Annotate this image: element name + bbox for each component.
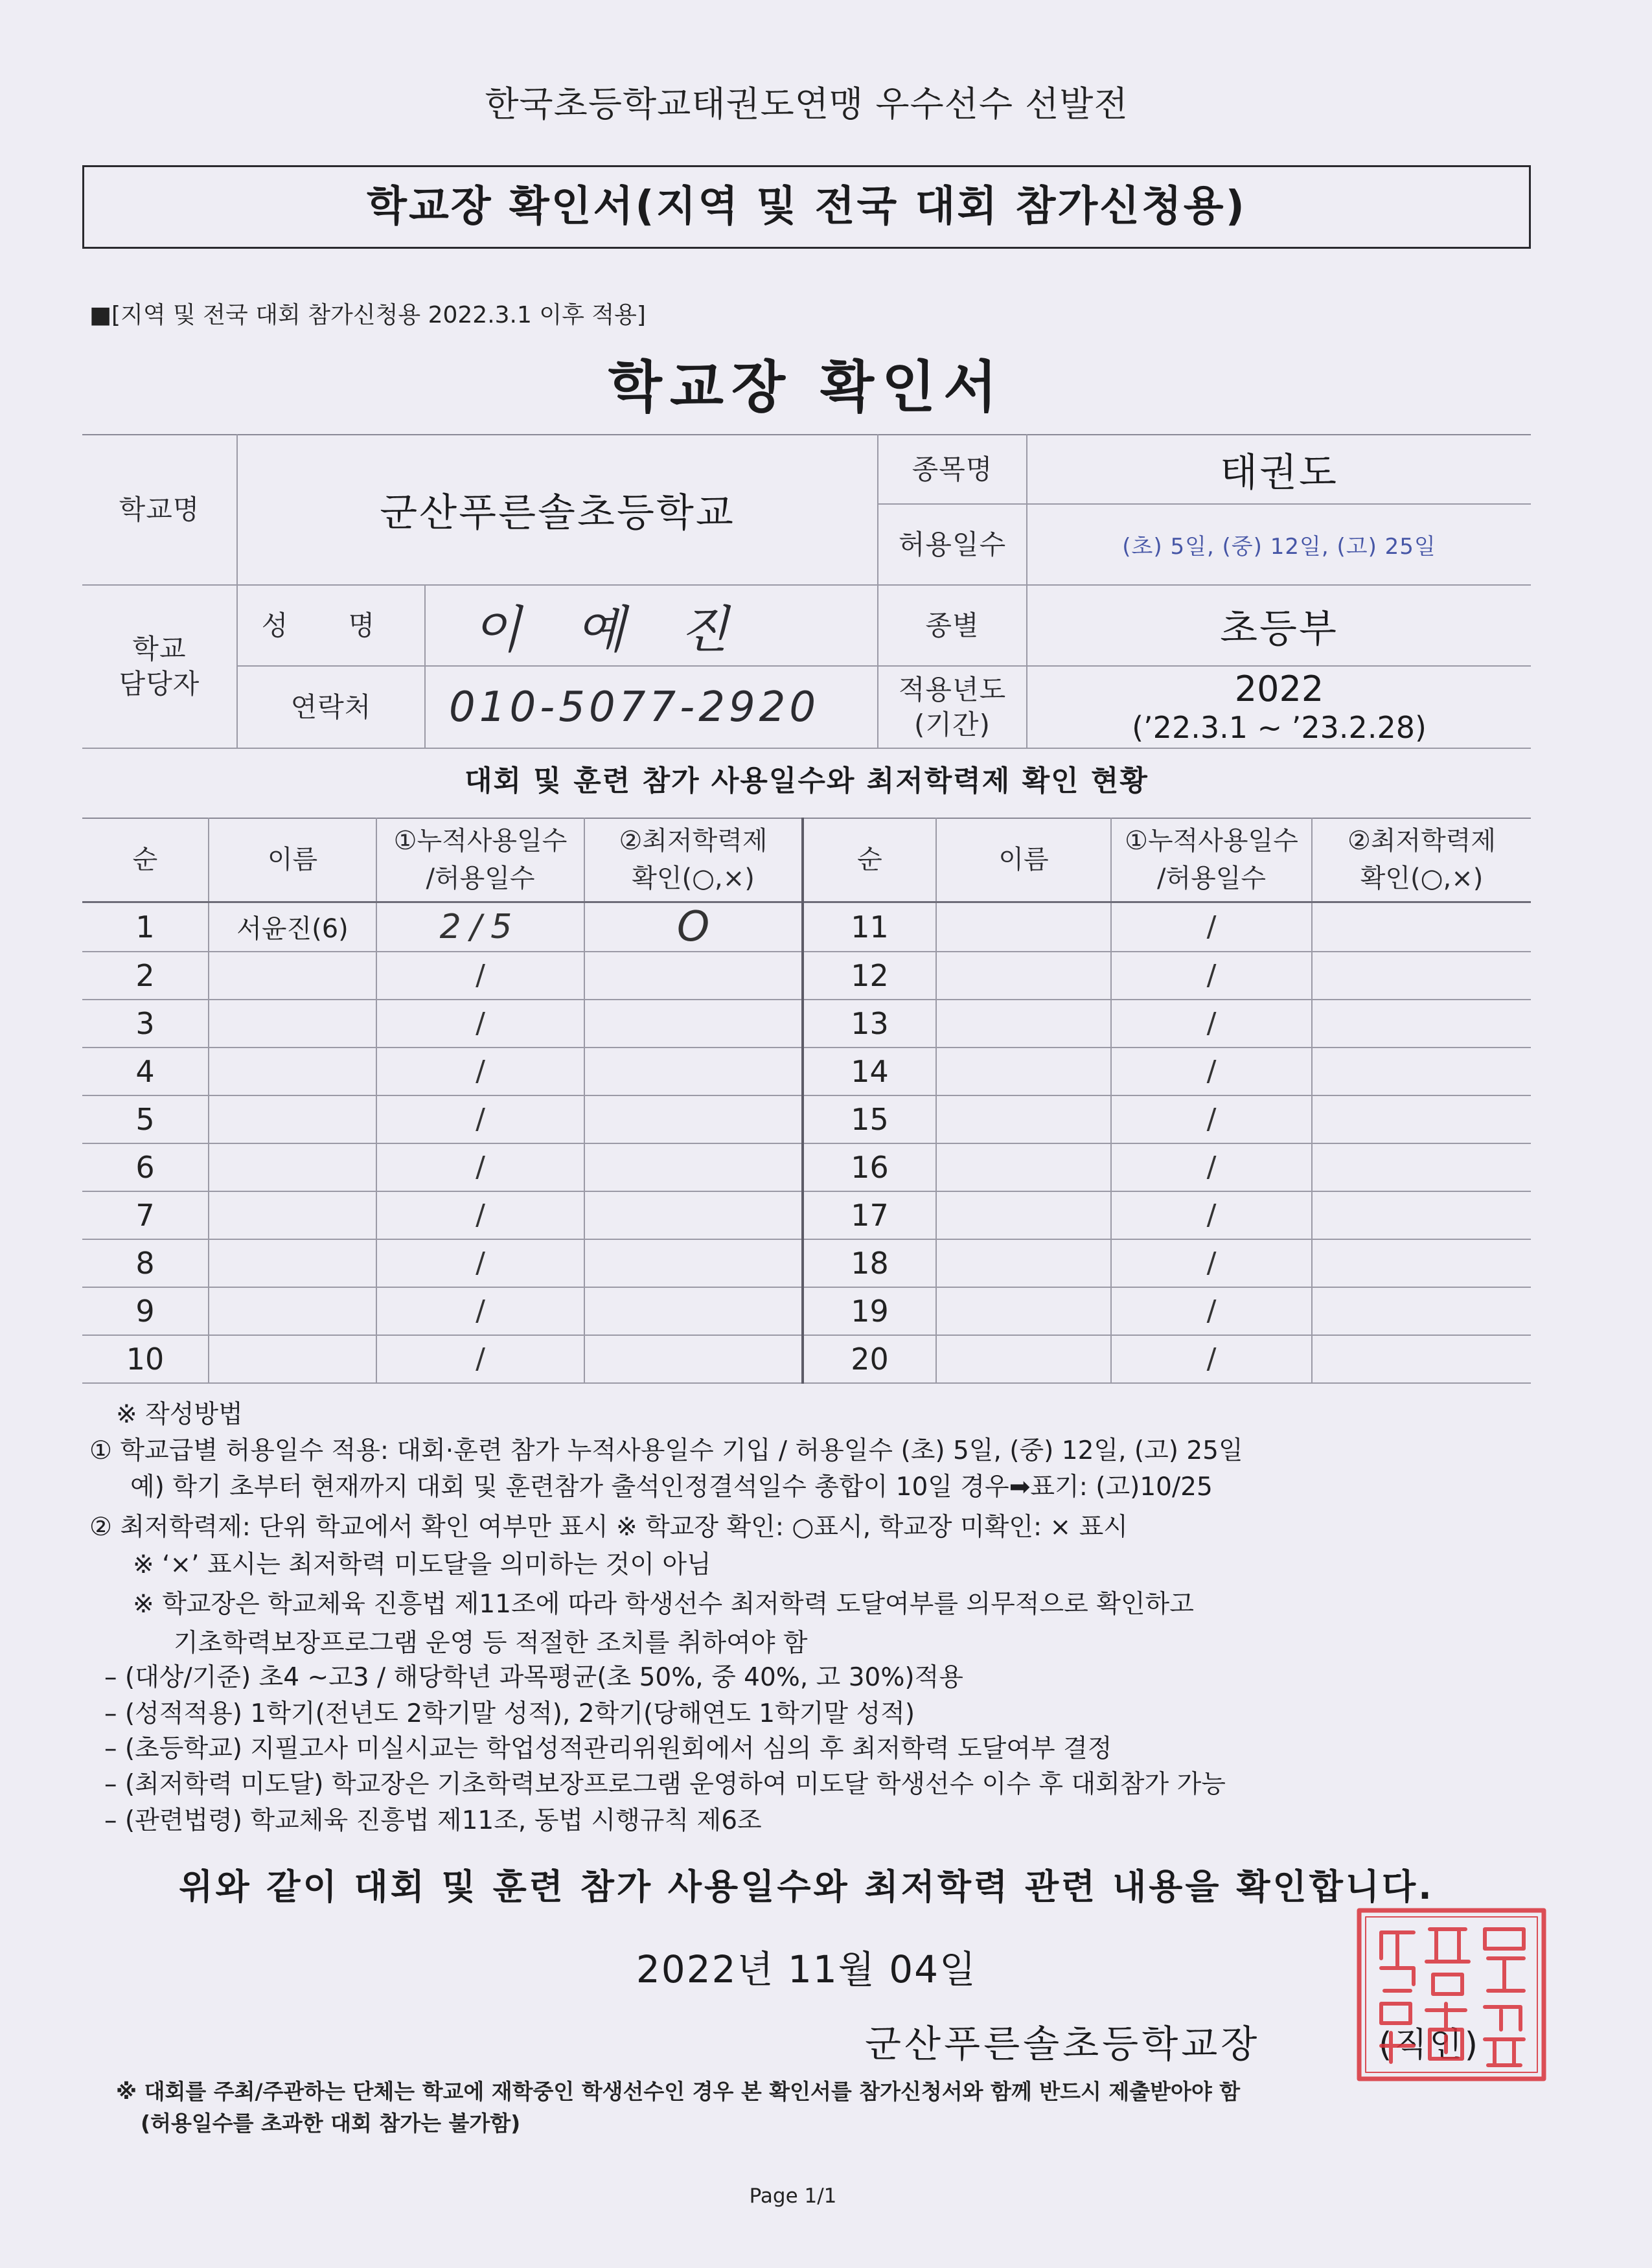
student-name xyxy=(209,1000,376,1048)
instruction-line: – (관련법령) 학교체육 진흥법 제11조, 동법 시행규칙 제6조 xyxy=(104,1806,762,1835)
allowed-days-value: (초) 5일, (중) 12일, (고) 25일 xyxy=(1027,504,1531,585)
days-used: / xyxy=(1111,1143,1312,1191)
student-name xyxy=(209,1239,376,1287)
student-name: 서윤진(6) xyxy=(209,902,376,952)
table-row xyxy=(82,1095,1531,1143)
person-name-value: 이 예 진 xyxy=(425,585,878,666)
days-used: / xyxy=(1111,1191,1312,1239)
student-name xyxy=(209,1287,376,1335)
row-number: 3 xyxy=(82,1000,209,1048)
contact-label-line-2: 담당자 xyxy=(119,668,200,700)
category-value: 초등부 xyxy=(1027,585,1531,666)
header-name: 이름 xyxy=(209,818,376,902)
table-row xyxy=(82,1000,1531,1048)
period-label xyxy=(878,666,1027,748)
period-label-line-1: 적용년도 xyxy=(898,673,1007,705)
academic-check xyxy=(1312,1239,1531,1287)
student-name xyxy=(209,1191,376,1239)
phone-value: 010-5077-2920 xyxy=(425,666,878,748)
school-name-value: 군산푸른솔초등학교 xyxy=(237,435,878,585)
student-name xyxy=(936,1000,1111,1048)
instruction-line: ※ ‘×’ 표시는 최저학력 미도달을 의미하는 것이 아님 xyxy=(133,1550,711,1579)
table-row xyxy=(82,1143,1531,1191)
school-name-label: 학교명 xyxy=(82,435,237,585)
academic-check xyxy=(1312,902,1531,952)
header-check-line-2: 확인(○,×) xyxy=(1360,864,1484,894)
row-number: 12 xyxy=(803,952,936,1000)
person-name-label: 성 명 xyxy=(237,585,425,666)
days-used: / xyxy=(1111,1239,1312,1287)
academic-check xyxy=(1312,1000,1531,1048)
days-used: / xyxy=(376,1048,584,1095)
category-label: 종별 xyxy=(878,585,1027,666)
instruction-line: – (성적적용) 1학기(전년도 2학기말 성적), 2학기(당해연도 1학기말 성적) xyxy=(104,1699,915,1728)
days-used: / xyxy=(1111,902,1312,952)
header-days-line-1: ①누적사용일수 xyxy=(1125,826,1298,856)
row-number: 1 xyxy=(82,902,209,952)
row-number: 17 xyxy=(803,1191,936,1239)
event-label: 종목명 xyxy=(878,435,1027,504)
academic-check xyxy=(1312,1143,1531,1191)
header-check xyxy=(1312,818,1531,902)
confirmation-statement: 위와 같이 대회 및 훈련 참가 사용일수와 최저학력 관련 내용을 확인합니다. xyxy=(179,1866,1434,1907)
academic-check xyxy=(584,1239,803,1287)
student-name xyxy=(936,1095,1111,1143)
days-used: / xyxy=(376,1095,584,1143)
table-row xyxy=(82,1287,1531,1335)
header-days-line-2: /허용일수 xyxy=(426,864,535,894)
instruction-line: ※ 학교장은 학교체육 진흥법 제11조에 따라 학생선수 최저학력 도달여부를 의무적으로 확인하고 xyxy=(133,1590,1194,1619)
academic-check xyxy=(584,1000,803,1048)
page-number: Page 1/1 xyxy=(749,2184,837,2208)
instruction-line: ① 학교급별 허용일수 적용: 대회·훈련 참가 누적사용일수 기입 / 허용일수 (초) 5일, (중) 12일, (고) 25일 xyxy=(89,1436,1243,1465)
row-number: 10 xyxy=(82,1335,209,1383)
header-no: 순 xyxy=(82,818,209,902)
row-number: 16 xyxy=(803,1143,936,1191)
participation-status-table xyxy=(82,818,1531,1384)
row-number: 2 xyxy=(82,952,209,1000)
student-name xyxy=(936,952,1111,1000)
status-table-header xyxy=(82,818,1531,902)
seal-label: (직인) xyxy=(1379,2026,1481,2065)
academic-check xyxy=(584,1048,803,1095)
days-used: / xyxy=(376,1143,584,1191)
instruction-line: ② 최저학력제: 단위 학교에서 확인 여부만 표시 ※ 학교장 확인: ○표시, 학교장 미확인: × 표시 xyxy=(89,1513,1128,1542)
student-name xyxy=(936,1191,1111,1239)
school-contact-person-label xyxy=(82,585,237,748)
academic-check xyxy=(584,1335,803,1383)
table-row xyxy=(82,1048,1531,1095)
days-used: / xyxy=(376,1191,584,1239)
period-value xyxy=(1027,666,1531,748)
student-name xyxy=(936,1287,1111,1335)
academic-check xyxy=(584,1287,803,1335)
header-check-line-1: ②최저학력제 xyxy=(1347,826,1497,856)
days-used: / xyxy=(1111,952,1312,1000)
row-number: 7 xyxy=(82,1191,209,1239)
academic-check xyxy=(584,952,803,1000)
header-days xyxy=(1111,818,1312,902)
row-number: 20 xyxy=(803,1335,936,1383)
header-name: 이름 xyxy=(936,818,1111,902)
row-number: 15 xyxy=(803,1095,936,1143)
header-check xyxy=(584,818,803,902)
days-used: / xyxy=(1111,1095,1312,1143)
academic-check xyxy=(584,1191,803,1239)
academic-check xyxy=(1312,1335,1531,1383)
contact-label-line-1: 학교 xyxy=(132,633,187,665)
official-seal-stamp xyxy=(1355,1907,1548,2083)
row-number: 5 xyxy=(82,1095,209,1143)
student-name xyxy=(936,1335,1111,1383)
footnote-line: (허용일수를 초과한 대회 참가는 불가함) xyxy=(141,2111,521,2136)
phone-label: 연락처 xyxy=(237,666,425,748)
days-used: / xyxy=(1111,1335,1312,1383)
instruction-line: 예) 학기 초부터 현재까지 대회 및 훈련참가 출석인정결석일수 총합이 10일 경우➡표기: (고)10/25 xyxy=(130,1472,1213,1502)
boxed-document-title: 학교장 확인서(지역 및 전국 대회 참가신청용) xyxy=(82,165,1531,249)
row-number: 6 xyxy=(82,1143,209,1191)
days-used: / xyxy=(1111,1287,1312,1335)
table-row xyxy=(82,1191,1531,1239)
student-name xyxy=(209,1048,376,1095)
instruction-line: – (최저학력 미도달) 학교장은 기초학력보장프로그램 운영하여 미도달 학생선수 이수 후 대회참가 가능 xyxy=(104,1770,1226,1799)
student-name xyxy=(936,902,1111,952)
period-label-line-2: (기간) xyxy=(914,708,991,740)
form-usage-note: ■[지역 및 전국 대회 참가신청용 2022.3.1 이후 적용] xyxy=(89,302,646,328)
academic-check xyxy=(1312,1095,1531,1143)
school-info-table xyxy=(82,434,1531,749)
instruction-line: – (초등학교) 지필고사 미실시교는 학업성적관리위원회에서 심의 후 최저학력 도달여부 결정 xyxy=(104,1734,1112,1763)
student-name xyxy=(209,1095,376,1143)
principal-signature-name: 군산푸른솔초등학교장 xyxy=(865,2022,1261,2066)
table-row xyxy=(82,902,1531,952)
days-used: / xyxy=(1111,1048,1312,1095)
header-days-line-2: /허용일수 xyxy=(1156,864,1267,894)
days-used: / xyxy=(376,952,584,1000)
period-range: (’22.3.1 ~ ’23.2.28) xyxy=(1132,709,1427,745)
days-used: / xyxy=(376,1287,584,1335)
row-number: 14 xyxy=(803,1048,936,1095)
student-name xyxy=(936,1239,1111,1287)
instruction-line: 기초학력보장프로그램 운영 등 적절한 조치를 취하여야 함 xyxy=(174,1629,808,1658)
header-days xyxy=(376,818,584,902)
days-used: / xyxy=(376,1335,584,1383)
days-used: 2/5 xyxy=(376,902,584,952)
academic-check xyxy=(584,1143,803,1191)
student-name xyxy=(209,1335,376,1383)
organization-title: 한국초등학교태권도연맹 우수선수 선발전 xyxy=(485,84,1129,124)
header-no: 순 xyxy=(803,818,936,902)
footnote-line: ※ 대회를 주최/주관하는 단체는 학교에 재학중인 학생선수인 경우 본 확인서를 참가신청서와 함께 반드시 제출받아야 함 xyxy=(116,2079,1241,2104)
table-row xyxy=(82,952,1531,1000)
academic-check xyxy=(1312,1048,1531,1095)
header-check-line-2: 확인(○,×) xyxy=(632,864,755,894)
header-days-line-1: ①누적사용일수 xyxy=(393,826,568,856)
academic-check xyxy=(1312,1191,1531,1239)
row-number: 19 xyxy=(803,1287,936,1335)
table-row xyxy=(82,1239,1531,1287)
row-number: 18 xyxy=(803,1239,936,1287)
row-number: 9 xyxy=(82,1287,209,1335)
row-number: 11 xyxy=(803,902,936,952)
row-number: 13 xyxy=(803,1000,936,1048)
status-section-title: 대회 및 훈련 참가 사용일수와 최저학력제 확인 현황 xyxy=(465,764,1149,797)
academic-check xyxy=(584,1095,803,1143)
row-number: 8 xyxy=(82,1239,209,1287)
allowed-days-label: 허용일수 xyxy=(878,504,1027,585)
days-used: / xyxy=(376,1239,584,1287)
table-row xyxy=(82,1335,1531,1383)
instructions-heading: ※ 작성방법 xyxy=(116,1400,243,1429)
academic-check: O xyxy=(584,902,803,952)
student-name xyxy=(936,1048,1111,1095)
academic-check xyxy=(1312,952,1531,1000)
form-title: 학교장 확인서 xyxy=(608,355,1005,420)
academic-check xyxy=(1312,1287,1531,1335)
student-name xyxy=(209,1143,376,1191)
instruction-line: – (대상/기준) 초4 ~고3 / 해당학년 과목평균(초 50%, 중 40%, 고 30%)적용 xyxy=(104,1663,963,1692)
student-name xyxy=(209,952,376,1000)
period-year: 2022 xyxy=(1234,668,1324,709)
student-name xyxy=(936,1143,1111,1191)
days-used: / xyxy=(1111,1000,1312,1048)
row-number: 4 xyxy=(82,1048,209,1095)
issue-date: 2022년 11월 04일 xyxy=(636,1947,978,1991)
header-check-line-1: ②최저학력제 xyxy=(619,826,768,856)
event-value: 태권도 xyxy=(1027,435,1531,504)
days-used: / xyxy=(376,1000,584,1048)
